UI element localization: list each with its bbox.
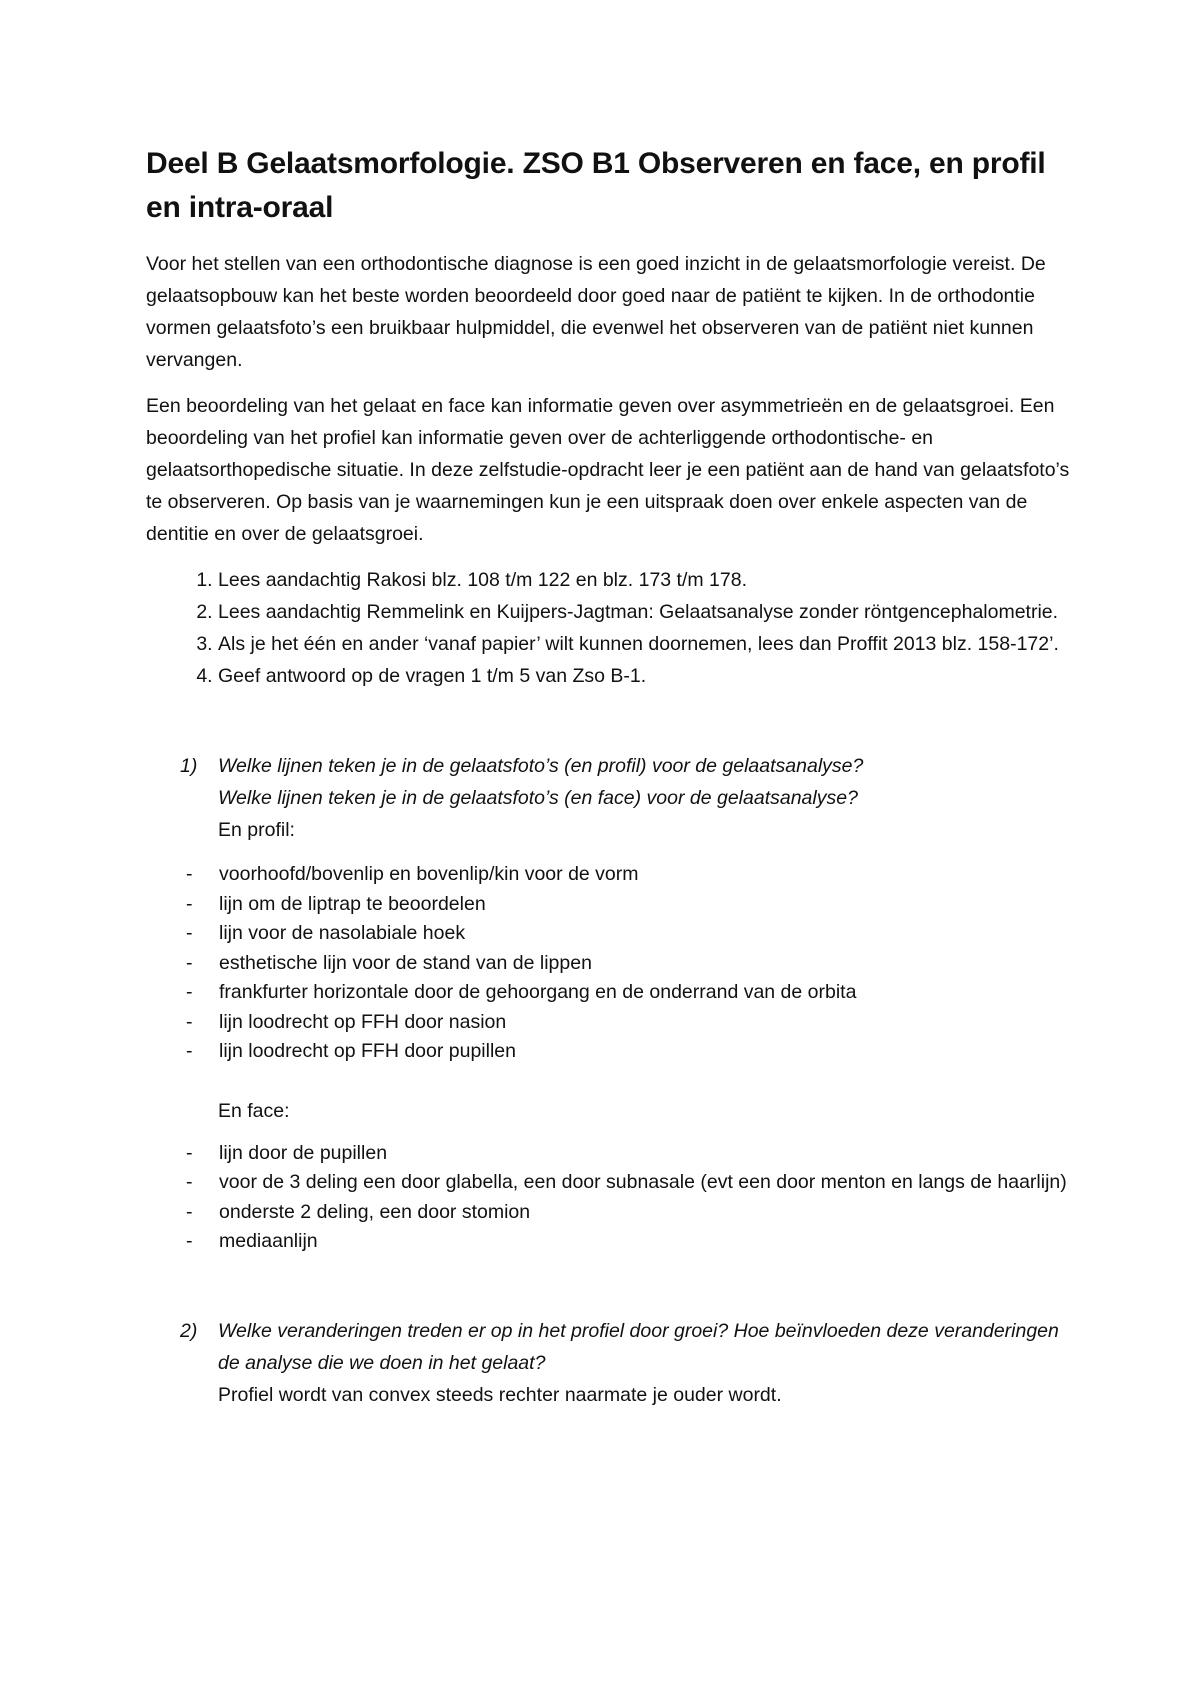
list-item: 4. Geef antwoord op de vragen 1 t/m 5 van Zso B-1.: [218, 660, 1076, 692]
face-lines-list: [146, 1139, 1076, 1257]
list-item-text: onderste 2 deling, een door stomion: [219, 1200, 531, 1223]
spacer: [146, 1257, 1076, 1315]
list-item: [186, 919, 1076, 949]
dash-bullet: -: [186, 1171, 193, 1193]
document-content: [146, 142, 1076, 1411]
context-paragraph: Een beoordeling van het gelaat en face kan informatie geven over asymmetrieën en de gelaatsgroei. Een beoordeling van het profiel kan informatie geven over de achterliggende orthodontische- en gelaatsorthopedische situatie. In deze zelfstudie-opdracht leer je een patiënt aan de hand van gelaatsfoto’s te observeren. Op basis van je waarnemingen kun je een uitspraak doen over enkele aspecten van de dentitie en over de gelaatsgroei.: [146, 395, 1070, 545]
list-item: [186, 890, 1076, 920]
question-number: 1): [180, 755, 198, 777]
list-item-text: frankfurter horizontale door de gehoorgang en de onderrand van de orbita: [219, 981, 857, 1003]
question-text: Welke lijnen teken je in de gelaatsfoto’s (en profil) voor de gelaatsanalyse?: [218, 755, 864, 777]
list-item-text: mediaanlijn: [219, 1230, 318, 1252]
list-item: [186, 1037, 1076, 1067]
question-text: Welke lijnen teken je in de gelaatsfoto’s (en face) voor de gelaatsanalyse?: [218, 787, 858, 809]
list-item-text: voor de 3 deling een door glabella, een door subnasale (evt een door menton en langs de haarlijn): [219, 1171, 1067, 1193]
face-heading: En face:: [218, 1099, 290, 1122]
dash-bullet: -: [186, 1200, 193, 1223]
dash-bullet: -: [186, 981, 193, 1003]
list-item: [186, 1168, 1076, 1198]
question-2: [146, 1315, 1076, 1411]
dash-bullet: -: [186, 1040, 193, 1062]
list-item: [186, 860, 1076, 890]
list-item-text: lijn loodrecht op FFH door pupillen: [219, 1040, 516, 1062]
dash-bullet: -: [186, 863, 193, 885]
dash-bullet: -: [186, 951, 193, 974]
intro-paragraph: Voor het stellen van een orthodontische diagnose is een goed inzicht in de gelaatsmorfologie vereist. De gelaatsopbouw kan het beste worden beoordeeld door goed naar de patiënt te kijken. In de orthodontie vormen gelaatsfoto’s een bruikbaar hulpmiddel, die evenwel het observeren van de patiënt niet kunnen vervangen.: [146, 253, 1046, 371]
list-item-text: lijn door de pupillen: [219, 1141, 388, 1164]
list-item: [186, 1008, 1076, 1038]
list-item: 1. Lees aandachtig Rakosi blz. 108 t/m 122 en blz. 173 t/m 178.: [218, 564, 1076, 596]
answer-text: Profiel wordt van convex steeds rechter naarmate je ouder wordt.: [218, 1383, 782, 1406]
spacer: [146, 846, 1076, 860]
list-item: [186, 949, 1076, 979]
question-1: [146, 750, 1076, 846]
profile-lines-list: [146, 860, 1076, 1067]
document-title: Deel B Gelaatsmorfologie. ZSO B1 Observeren en face, en profil en intra-oraal: [146, 147, 1046, 224]
list-item-text: voorhoofd/bovenlip en bovenlip/kin voor de vorm: [219, 863, 639, 885]
dash-bullet: -: [186, 1141, 193, 1164]
list-item: [186, 1139, 1076, 1169]
list-item: [186, 978, 1076, 1008]
spacer: [146, 1067, 1076, 1095]
question-text: Welke veranderingen treden er op in het profiel door groei? Hoe beïnvloeden deze veranderingen de analyse die we doen in het gelaat?: [218, 1319, 1059, 1374]
assignment-list: [146, 564, 1076, 692]
list-item-text: lijn loodrecht op FFH door nasion: [219, 1010, 507, 1033]
list-item-text: lijn voor de nasolabiale hoek: [219, 922, 466, 944]
profile-heading: En profil:: [218, 819, 295, 841]
spacer: [146, 692, 1076, 750]
list-item: 2. Lees aandachtig Remmelink en Kuijpers-Jagtman: Gelaatsanalyse zonder röntgencephalometrie.: [218, 596, 1076, 628]
list-item-text: lijn om de liptrap te beoordelen: [219, 892, 486, 915]
question-number: 2): [180, 1319, 198, 1342]
dash-bullet: -: [186, 1010, 193, 1033]
dash-bullet: -: [186, 1230, 193, 1252]
dash-bullet: -: [186, 892, 193, 915]
list-item: [186, 1227, 1076, 1257]
list-item: [186, 1198, 1076, 1228]
list-item-text: esthetische lijn voor de stand van de lippen: [219, 951, 592, 974]
dash-bullet: -: [186, 922, 193, 944]
list-item: 3. Als je het één en ander ‘vanaf papier’ wilt kunnen doornemen, lees dan Proffit 2013 blz. 158-172’.: [218, 628, 1076, 660]
